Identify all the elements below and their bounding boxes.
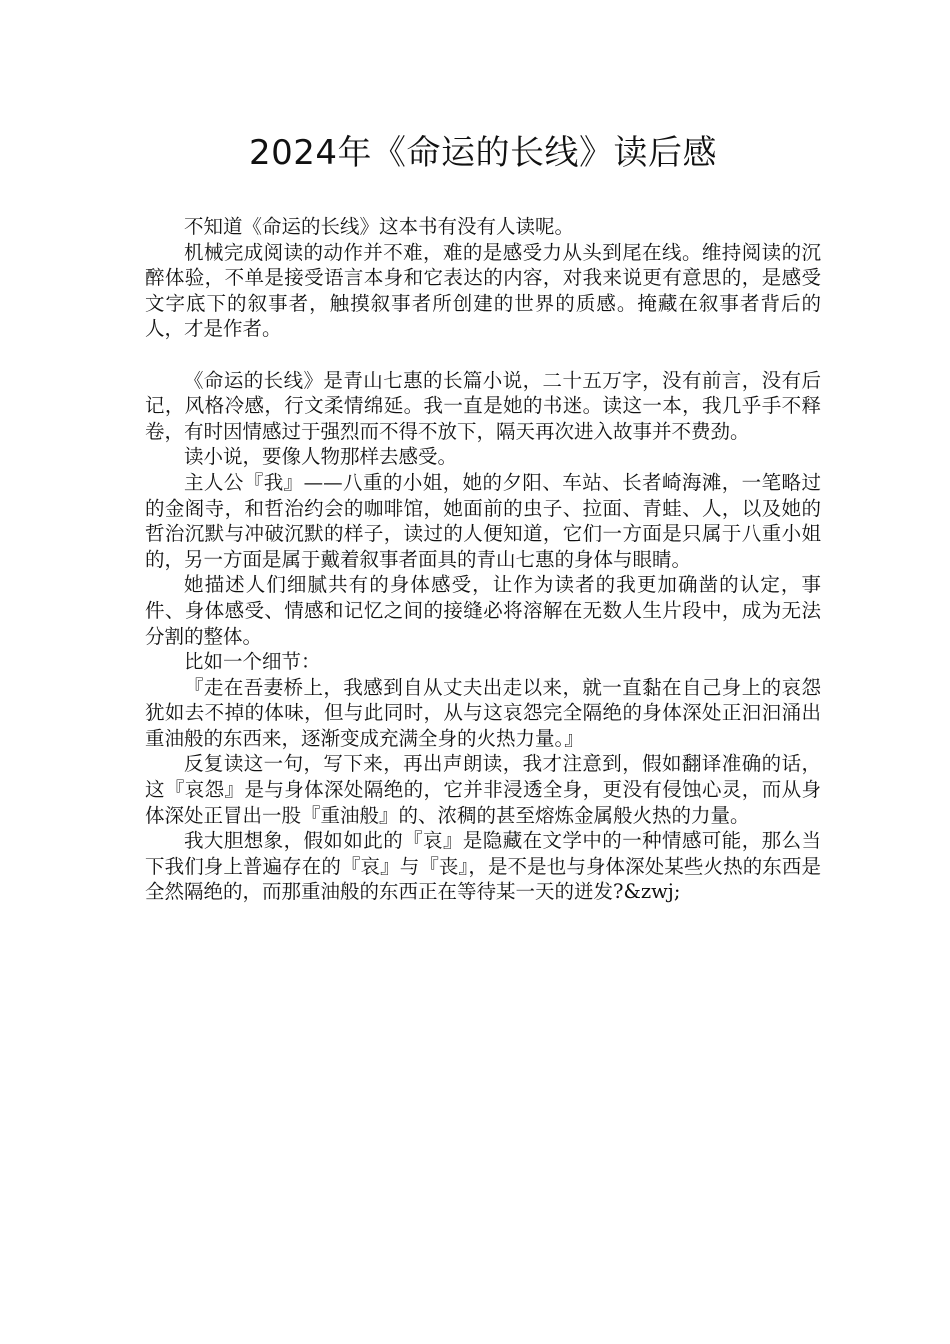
paragraph-protagonist: 主人公『我』——八重的小姐，她的夕阳、车站、长者崎海滩，一笔略过的金阁寺，和哲治约会的咖啡馆，她面前的虫子、拉面、青蛙、人，以及她的哲治沉默与冲破沉默的样子，读过的人便知道，它们一方面是只属于八重小姐的，另一方面是属于戴着叙事者面具的青山七惠的身体与眼睛。	[145, 470, 821, 571]
document-page	[145, 125, 821, 905]
paragraph-body-feelings: 她描述人们细腻共有的身体感受，让作为读者的我更加确凿的认定，事件、身体感受、情感和记忆之间的接缝必将溶解在无数人生片段中，成为无法分割的整体。	[145, 573, 821, 648]
paragraph-conclusion: 我大胆想象，假如如此的『哀』是隐藏在文学中的一种情感可能，那么当下我们身上普遍存在的『哀』与『丧』，是不是也与身体深处某些火热的东西是全然隔绝的，而那重油般的东西正在等待某一天的迸发?&zwj;	[145, 829, 821, 904]
paragraph-spacer	[145, 342, 821, 368]
paragraph-rereading: 反复读这一句，写下来，再出声朗读，我才注意到，假如翻译准确的话，这『哀怨』是与身体深处隔绝的，它并非浸透全身，更没有侵蚀心灵，而从身体深处正冒出一股『重油般』的、浓稠的甚至熔炼金属般火热的力量。	[145, 752, 821, 827]
document-title: 2024年《命运的长线》读后感	[248, 133, 718, 173]
paragraph-reading-experience: 机械完成阅读的动作并不难，难的是感受力从头到尾在线。维持阅读的沉醉体验，不单是接受语言本身和它表达的内容，对我来说更有意思的，是感受文字底下的叙事者，触摸叙事者所创建的世界的质感。掩藏在叙事者背后的人，才是作者。	[145, 240, 821, 341]
paragraph-book-overview: 《命运的长线》是青山七惠的长篇小说，二十五万字，没有前言，没有后记，风格冷感，行文柔情绵延。我一直是她的书迷。读这一本，我几乎手不释卷，有时因情感过于强烈而不得不放下，隔天再次进入故事并不费劲。	[145, 368, 821, 443]
paragraph-read-like-characters: 读小说，要像人物那样去感受。	[184, 445, 458, 469]
paragraph-detail-intro: 比如一个细节：	[184, 650, 321, 674]
paragraph-quote: 『走在吾妻桥上，我感到自从丈夫出走以来，就一直黏在自己身上的哀怨犹如去不掉的体味，但与此同时，从与这哀怨完全隔绝的身体深处正汩汩涌出重油般的东西来，逐渐变成充满全身的火热力量。』	[145, 675, 821, 750]
paragraph-intro: 不知道《命运的长线》这本书有没有人读呢。	[184, 215, 575, 238]
